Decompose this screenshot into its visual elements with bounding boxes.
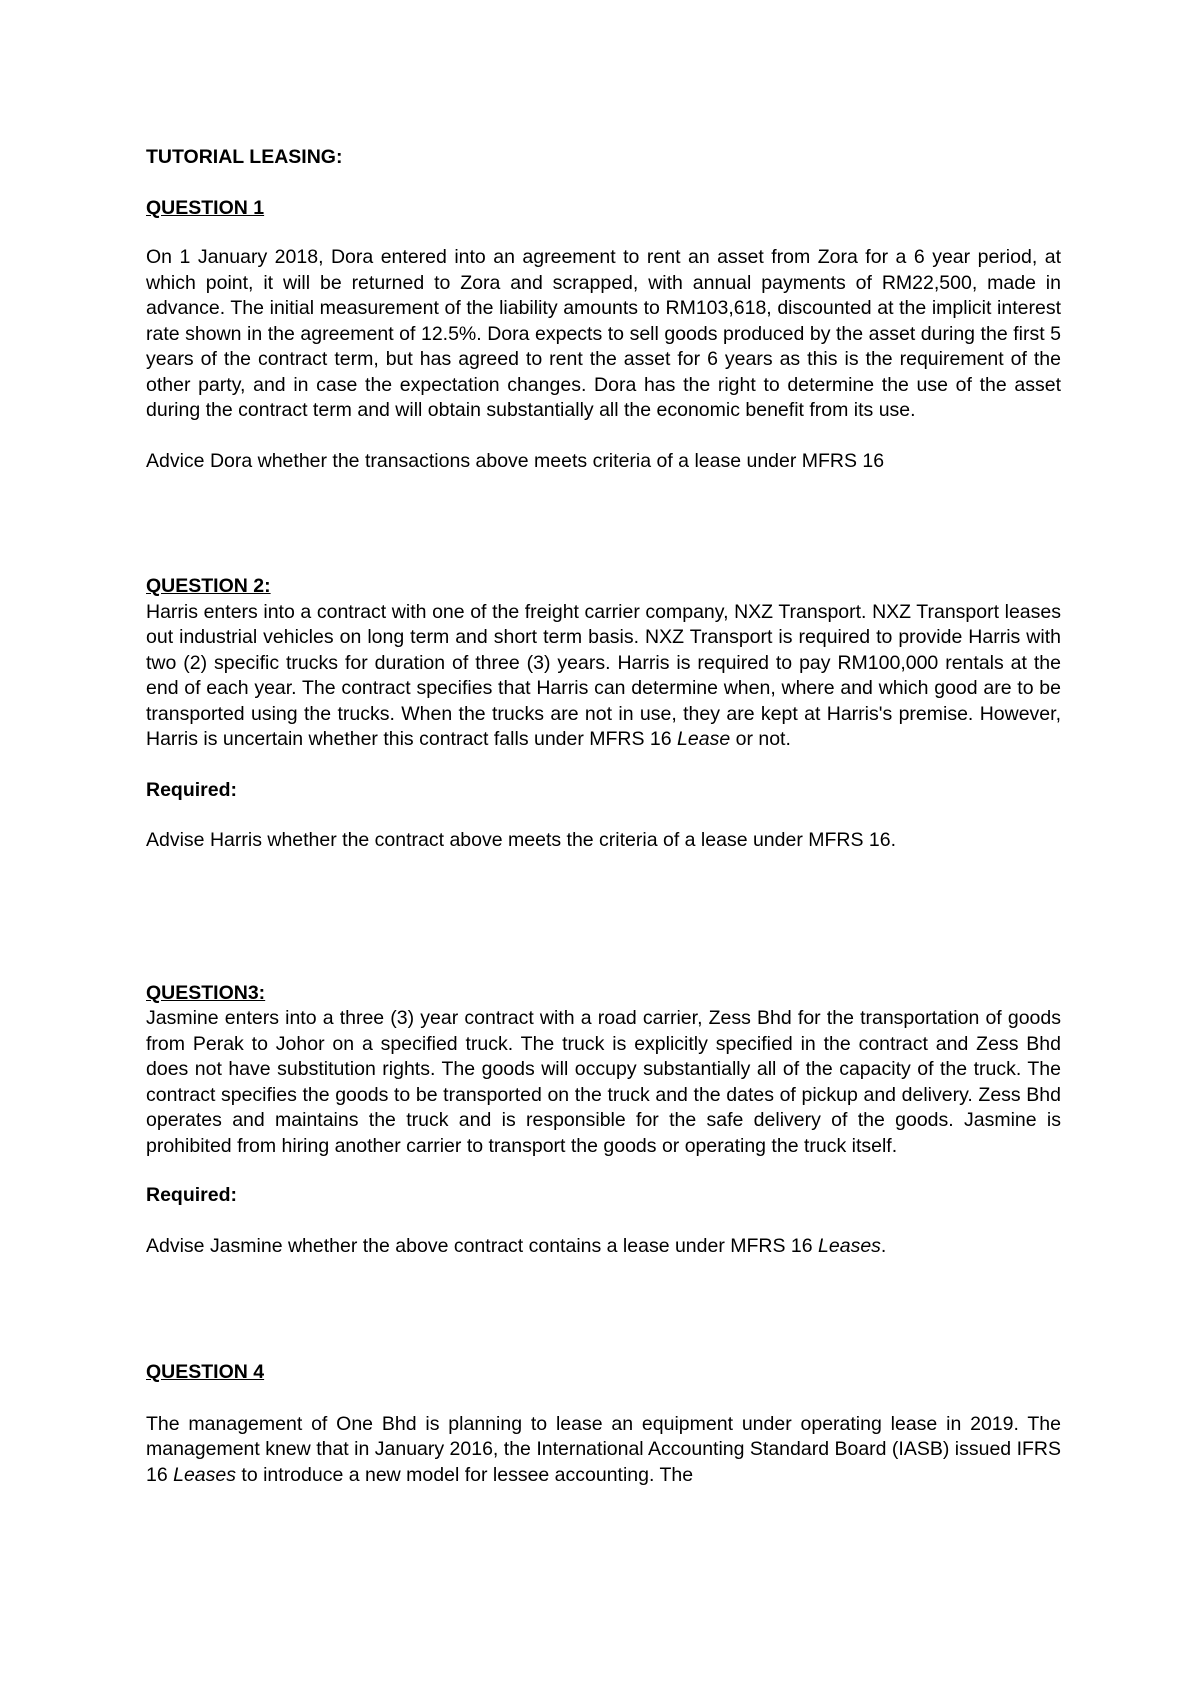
question-2-body-text: Harris enters into a contract with one of the freight carrier company, NXZ Transport. NXZ Transport leases out industrial vehicles on long term and short term basis. NXZ Transport is required to provide Harris with two (2) specific trucks for duration of three (3) years. Harris is required to pay RM100,000 rentals at the end of each year. The contract specifies that Harris can determine when, where and which good are to be transported using the trucks. When the trucks are not in use, they are kept at Harris's premise. However, Harris is uncertain whether this contract falls under MFRS 16	[146, 600, 1061, 750]
question-2-required-label: Required:	[146, 778, 238, 801]
question-4-body-italic: Leases	[173, 1463, 236, 1486]
document-page	[146, 145, 1061, 1488]
question-1-instruction: Advice Dora whether the transactions above meets criteria of a lease under MFRS 16	[146, 449, 885, 472]
question-2-instruction: Advise Harris whether the contract above meets the criteria of a lease under MFRS 16.	[146, 829, 897, 851]
question-4-body-end: to introduce a new model for lessee accounting. The	[236, 1463, 694, 1486]
question-3-heading: QUESTION3:	[146, 981, 266, 1004]
question-3-instruction	[146, 1234, 1061, 1260]
document-title: TUTORIAL LEASING:	[146, 146, 343, 168]
question-1-body: On 1 January 2018, Dora entered into an agreement to rent an asset from Zora for a 6 year period, at which point, it will be returned to Zora and scrapped, with annual payments of RM22,500, made in advance. The initial measurement of the liability amounts to RM103,618, discounted at the implicit interest rate shown in the agreement of 12.5%. Dora expects to sell goods produced by the asset during the first 5 years of the contract term, but has agreed to rent the asset for 6 years as this is the requirement of the other party, and in case the expectation changes. Dora has the right to determine the use of the asset during the contract term and will obtain substantially all the economic benefit from its use.	[146, 246, 1061, 421]
question-3-body: Jasmine enters into a three (3) year contract with a road carrier, Zess Bhd for the transportation of goods from Perak to Johor on a specified truck. The truck is explicitly specified in the contract and Zess Bhd does not have substitution rights. The goods will occupy substantially all of the capacity of the truck. The contract specifies the goods to be transported on the truck and the dates of pickup and delivery. Zess Bhd operates and maintains the truck and is responsible for the safe delivery of the goods. Jasmine is prohibited from hiring another carrier to transport the goods or operating the truck itself.	[146, 1007, 1061, 1157]
question-3-instruction-italic: Leases	[818, 1234, 881, 1257]
question-2-body-italic: Lease	[677, 728, 731, 750]
question-2-body-end: or not.	[730, 728, 791, 750]
question-4-body-text: The management of One Bhd is planning to lease an equipment under operating lease in 2019. The management knew that in January 2016, the International Accounting Standard Board (IASB) issued IFRS 16	[146, 1412, 1061, 1486]
question-2-body	[146, 600, 1061, 753]
question-3-instruction-text: Advise Jasmine whether the above contract contains a lease under MFRS 16	[146, 1234, 819, 1257]
question-4-body	[146, 1412, 1061, 1489]
question-2-heading: QUESTION 2:	[146, 575, 271, 597]
question-3-required-label: Required:	[146, 1184, 238, 1206]
question-3-instruction-end: .	[880, 1234, 887, 1257]
question-1-heading: QUESTION 1	[146, 196, 265, 219]
question-4-heading: QUESTION 4	[146, 1361, 265, 1383]
